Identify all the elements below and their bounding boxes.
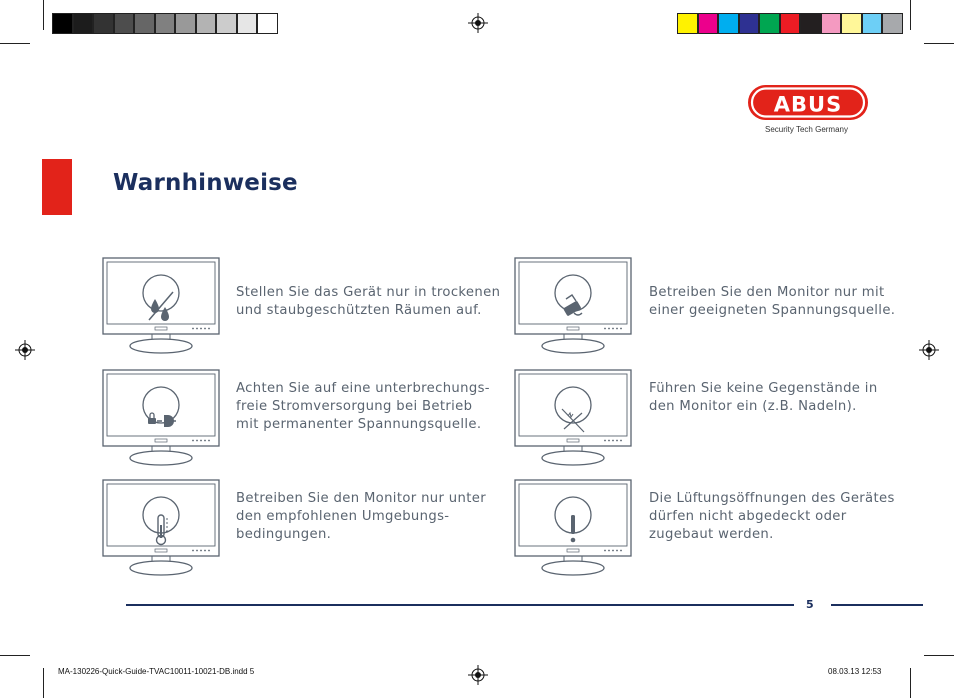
page-number: 5 bbox=[806, 598, 814, 611]
footer-rule-left bbox=[126, 604, 794, 606]
monitor-illustration bbox=[514, 257, 632, 359]
gray-swatch bbox=[175, 13, 196, 34]
color-swatch bbox=[718, 13, 739, 34]
warning-text bbox=[649, 284, 895, 320]
crop-mark bbox=[924, 655, 954, 656]
warning-text-line: den empfohlenen Umgebungs- bbox=[236, 509, 450, 524]
color-swatch bbox=[698, 13, 719, 34]
color-swatch bbox=[800, 13, 821, 34]
warning-text-line: zugebaut werden. bbox=[649, 527, 774, 542]
color-swatch bbox=[821, 13, 842, 34]
slug-file-name: MA-130226-Quick-Guide-TVAC10011-10021-DB.indd 5 bbox=[58, 667, 255, 676]
color-swatch bbox=[882, 13, 903, 34]
monitor-illustration bbox=[514, 479, 632, 581]
warning-text bbox=[236, 490, 486, 544]
warning-text-line: freie Stromversorgung bei Betrieb bbox=[236, 399, 473, 414]
warning-text bbox=[236, 380, 490, 434]
gray-swatch bbox=[257, 13, 278, 34]
registration-mark-icon bbox=[15, 340, 35, 360]
monitor-illustration bbox=[102, 257, 220, 359]
warning-text-line: und staubgeschützten Räumen auf. bbox=[236, 303, 482, 318]
footer-rule-right bbox=[831, 604, 923, 606]
color-swatch bbox=[841, 13, 862, 34]
crop-mark bbox=[0, 43, 30, 44]
monitor-illustration bbox=[102, 479, 220, 581]
warning-text-line: Die Lüftungsöffnungen des Gerätes bbox=[649, 491, 895, 506]
color-swatch bbox=[862, 13, 883, 34]
warning-text-line: Betreiben Sie den Monitor nur mit bbox=[649, 285, 885, 300]
warning-text bbox=[649, 380, 878, 416]
gray-swatch bbox=[134, 13, 155, 34]
crop-mark bbox=[43, 0, 44, 30]
gray-swatch bbox=[73, 13, 94, 34]
gray-swatch bbox=[93, 13, 114, 34]
color-swatch bbox=[739, 13, 760, 34]
warning-text-line: Stellen Sie das Gerät nur in trockenen bbox=[236, 285, 501, 300]
warning-text-line: Führen Sie keine Gegenstände in bbox=[649, 381, 878, 396]
crop-mark bbox=[924, 43, 954, 44]
color-swatch bbox=[759, 13, 780, 34]
crop-mark bbox=[910, 668, 911, 698]
gray-swatch bbox=[114, 13, 135, 34]
section-accent-bar bbox=[42, 159, 72, 215]
warning-text bbox=[649, 490, 895, 544]
crop-mark bbox=[910, 0, 911, 30]
warning-text-line: einer geeigneten Spannungsquelle. bbox=[649, 303, 896, 318]
slug-date-time: 08.03.13 12:53 bbox=[828, 667, 882, 676]
crop-mark bbox=[43, 668, 44, 698]
warning-text-line: mit permanenter Spannungsquelle. bbox=[236, 417, 482, 432]
gray-swatch bbox=[216, 13, 237, 34]
registration-mark-icon bbox=[919, 340, 939, 360]
gray-swatch bbox=[237, 13, 258, 34]
warning-text bbox=[236, 284, 500, 320]
warning-text-line: den Monitor ein (z.B. Nadeln). bbox=[649, 399, 857, 414]
registration-mark-icon bbox=[468, 13, 488, 33]
registration-mark-icon bbox=[468, 665, 488, 685]
abus-logo-wordmark: ABUS bbox=[773, 92, 843, 117]
gray-swatch bbox=[52, 13, 73, 34]
warning-text-line: bedingungen. bbox=[236, 527, 332, 542]
page-title: Warnhinweise bbox=[113, 170, 298, 196]
gray-swatch bbox=[196, 13, 217, 34]
monitor-illustration bbox=[514, 369, 632, 471]
warning-text-line: Betreiben Sie den Monitor nur unter bbox=[236, 491, 486, 506]
logo-tagline: Security Tech Germany bbox=[765, 125, 848, 134]
abus-logo bbox=[746, 84, 870, 124]
monitor-illustration bbox=[102, 369, 220, 471]
color-swatch bbox=[677, 13, 698, 34]
gray-swatch bbox=[155, 13, 176, 34]
warning-text-line: Achten Sie auf eine unterbrechungs- bbox=[236, 381, 490, 396]
color-swatch bbox=[780, 13, 801, 34]
crop-mark bbox=[0, 655, 30, 656]
warning-text-line: dürfen nicht abgedeckt oder bbox=[649, 509, 847, 524]
